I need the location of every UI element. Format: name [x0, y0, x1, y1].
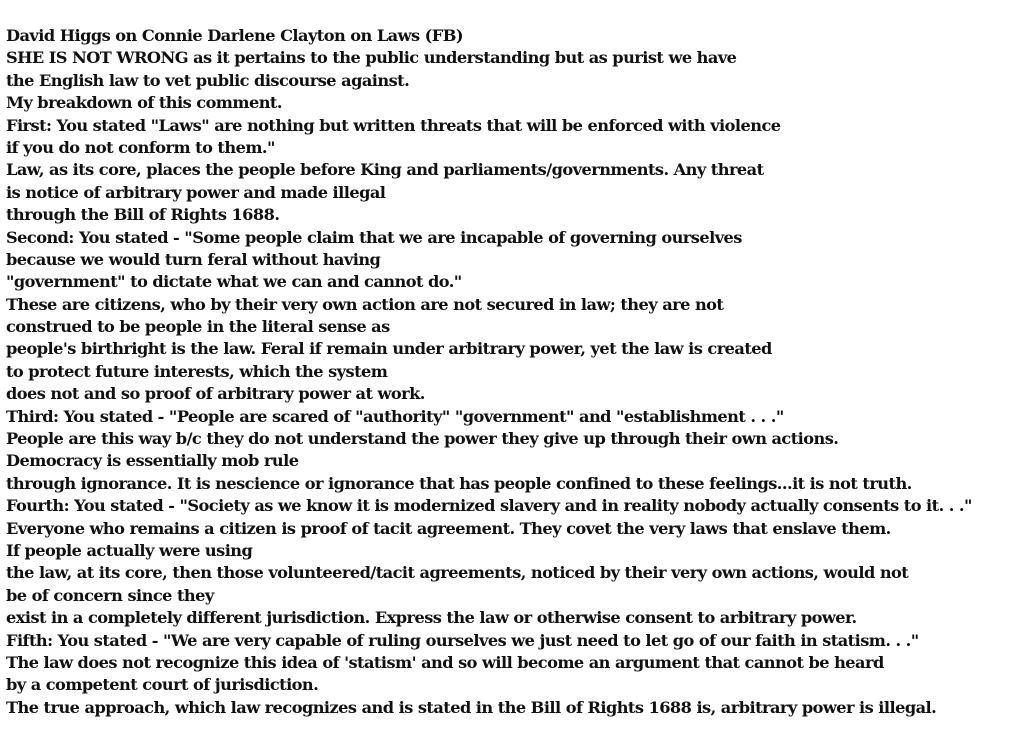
text-line: by a competent court of jurisdiction.	[6, 675, 319, 695]
text-line: through ignorance. It is nescience or ignorance that has people confined to these feelings...it is not truth.	[6, 473, 912, 493]
text-line: if you do not conform to them."	[6, 137, 275, 157]
text-line: "government" to dictate what we can and cannot do."	[6, 272, 462, 292]
text-line: be of concern since they	[6, 585, 214, 605]
text-line: Law, as its core, places the people before King and parliaments/governments. Any threat	[6, 160, 764, 180]
text-line: does not and so proof of arbitrary power at work.	[6, 384, 425, 404]
text-line: to protect future interests, which the system	[6, 361, 388, 381]
text-line: is notice of arbitrary power and made illegal	[6, 182, 386, 202]
text-line: construed to be people in the literal sense as	[6, 317, 390, 337]
text-line: exist in a completely different jurisdiction. Express the law or otherwise consent to arbitrary power.	[6, 608, 857, 628]
text-line: SHE IS NOT WRONG as it pertains to the public understanding but as purist we have	[6, 48, 737, 68]
text-line: the English law to vet public discourse against.	[6, 70, 410, 90]
text-line: Fifth: You stated - "We are very capable of ruling ourselves we just need to let go of our faith in statism. . ."	[6, 630, 919, 650]
document-title: David Higgs on Connie Darlene Clayton on Laws (FB)	[6, 26, 463, 45]
text-line: through the Bill of Rights 1688.	[6, 205, 280, 225]
text-line: Democracy is essentially mob rule	[6, 451, 299, 471]
text-line: My breakdown of this comment.	[6, 93, 282, 113]
text-line: If people actually were using	[6, 540, 253, 560]
text-line: Third: You stated - "People are scared of "authority" "government" and "establishment . . ."	[6, 406, 784, 426]
text-line: Second: You stated - "Some people claim that we are incapable of governing ourselves	[6, 227, 742, 247]
text-line: The true approach, which law recognizes and is stated in the Bill of Rights 1688 is, arbitrary power is illegal.	[6, 697, 937, 717]
text-line: These are citizens, who by their very own action are not secured in law; they are not	[6, 294, 724, 314]
text-line: Fourth: You stated - "Society as we know it is modernized slavery and in reality nobody actually consents to it. . ."	[6, 496, 972, 516]
text-line: The law does not recognize this idea of 'statism' and so will become an argument that cannot be heard	[6, 652, 884, 672]
text-line: people's birthright is the law. Feral if remain under arbitrary power, yet the law is created	[6, 339, 772, 359]
text-line: the law, at its core, then those volunteered/tacit agreements, noticed by their very own actions, would not	[6, 563, 909, 583]
document-body	[6, 25, 1018, 719]
text-line: because we would turn feral without having	[6, 249, 381, 269]
text-line: First: You stated "Laws" are nothing but written threats that will be enforced with violence	[6, 115, 781, 135]
text-line: Everyone who remains a citizen is proof of tacit agreement. They covet the very laws that enslave them.	[6, 518, 891, 538]
text-line: People are this way b/c they do not understand the power they give up through their own actions.	[6, 429, 839, 449]
